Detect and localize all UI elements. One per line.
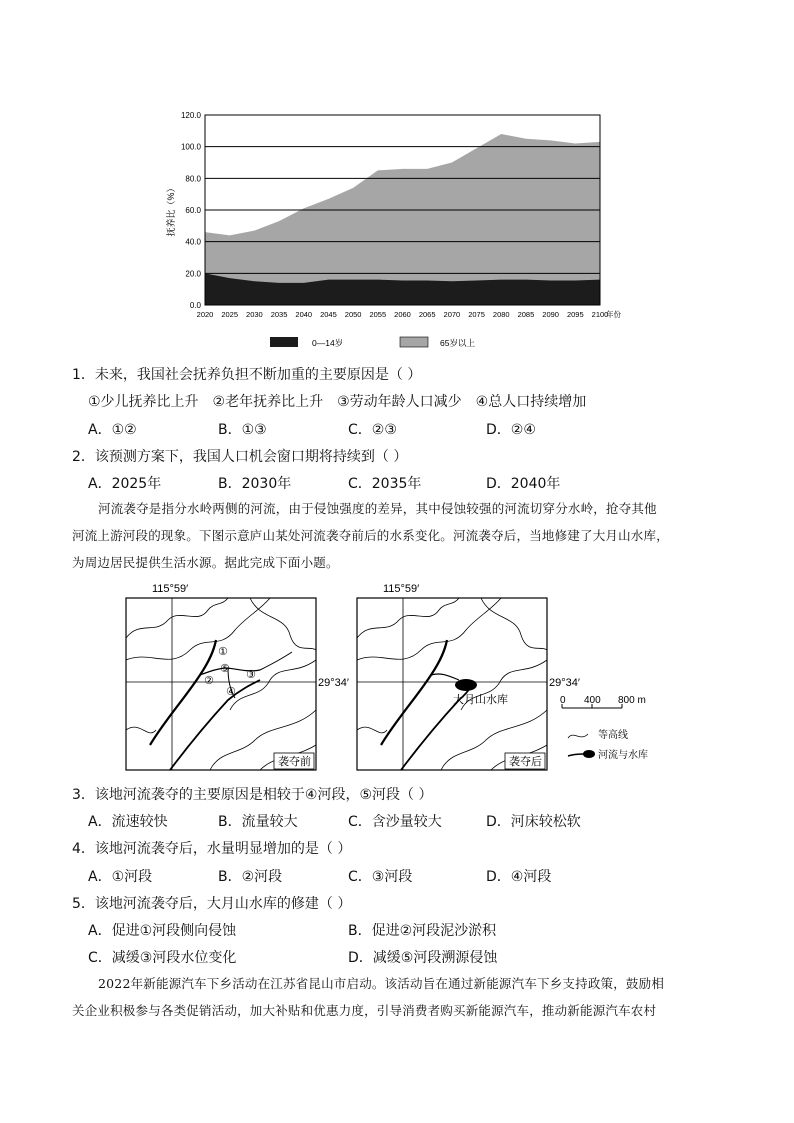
y-tick-label: 20.0 — [185, 269, 201, 279]
circle-label-5: ⑤ — [220, 663, 230, 675]
x-tick-label: 2070 — [443, 310, 461, 319]
passage-line: 河流上游河段的现象。下图示意庐山某处河流袭夺前后的水系变化。河流袭夺后，当地修建了大月山水库， — [72, 528, 669, 543]
x-tick-label: 2085 — [517, 310, 535, 319]
map-legend — [560, 695, 648, 761]
question-1-items: ①少儿抚养比上升 ②老年抚养比上升 ③劳动年龄人口减少 ④总人口持续增加 — [88, 394, 587, 410]
passage-line: 为周边居民提供生活水源。据此完成下面小题。 — [72, 555, 339, 570]
legend-label-0-14: 0—14岁 — [312, 338, 344, 348]
x-tick-label: 2030 — [246, 310, 263, 319]
lon-label-after: 115°59′ — [383, 583, 420, 595]
question-5-option-d[interactable]: D．减缓⑤河段溯源侵蚀 — [348, 950, 498, 966]
question-1-stem: 1．未来，我国社会抚养负担不断加重的主要原因是（ ） — [72, 367, 422, 383]
x-tick-label: 2065 — [418, 310, 436, 319]
passage-line: 2022年新能源汽车下乡活动在江苏省昆山市启动。该活动旨在通过新能源汽车下乡支持政策，鼓励相 — [98, 976, 665, 991]
y-tick-label: 60.0 — [185, 206, 201, 215]
y-axis-label: 抚养比（%） — [166, 183, 176, 237]
legend-contour: 等高线 — [598, 730, 628, 741]
after-label: 袭夺后 — [509, 756, 542, 768]
question-3-option-b[interactable]: B．流量较大 — [218, 814, 298, 830]
lon-label-before: 115°59′ — [152, 583, 189, 595]
nev-passage — [72, 970, 732, 1024]
x-tick-label: 2060 — [394, 310, 411, 319]
reservoir-label: 大月山水库 — [453, 694, 508, 706]
question-4-option-b[interactable]: B．②河段 — [218, 869, 283, 885]
passage-line: 河流袭夺是指分水岭两侧的河流，由于侵蚀强度的差异，其中侵蚀较强的河流切穿分水岭，抢夺其他 — [98, 501, 657, 516]
legend-river: 河流与水库 — [598, 750, 648, 761]
question-5-option-c[interactable]: C．减缓③河段水位变化 — [88, 950, 237, 966]
map-after — [357, 583, 580, 770]
question-2-option-c[interactable]: C．2035年 — [348, 476, 422, 492]
scale-0: 0 — [560, 695, 566, 706]
scale-400: 400 — [584, 695, 601, 706]
circle-label-4: ④ — [226, 686, 236, 698]
reservoir-shape — [455, 679, 477, 691]
circle-label-3: ③ — [246, 669, 256, 681]
question-5-stem: 5．该地河流袭夺后，大月山水库的修建（ ） — [72, 896, 352, 912]
question-2-option-d[interactable]: D．2040年 — [486, 476, 561, 492]
x-tick-label: 2090 — [542, 310, 559, 319]
x-axis-label: 年份 — [606, 310, 621, 319]
series-65plus-area — [205, 134, 600, 305]
question-4-option-c[interactable]: C．③河段 — [348, 869, 413, 885]
lat-label-after: 29°34′ — [549, 677, 580, 689]
question-1-option-d[interactable]: D．②④ — [486, 422, 536, 438]
passage-line: 关企业积极参与各类促销活动，加大补贴和优惠力度，引导消费者购买新能源汽车，推动新能源汽车农村 — [72, 1003, 657, 1018]
question-1-option-b[interactable]: B．①③ — [218, 422, 267, 438]
question-2-option-b[interactable]: B．2030年 — [218, 476, 292, 492]
question-3-stem: 3．该地河流袭夺的主要原因是相较于④河段，⑤河段（ ） — [72, 787, 433, 803]
question-1-option-c[interactable]: C．②③ — [348, 422, 397, 438]
question-4-option-d[interactable]: D．④河段 — [486, 869, 552, 885]
x-tick-label: 2080 — [492, 310, 510, 319]
question-5-option-b[interactable]: B．促进②河段泥沙淤积 — [348, 923, 497, 939]
legend-swatch-65plus — [400, 337, 428, 347]
x-tick-label: 2040 — [295, 310, 313, 319]
x-tick-label: 2095 — [566, 310, 584, 319]
x-tick-label: 2025 — [221, 310, 239, 319]
circle-label-1: ① — [218, 646, 228, 658]
x-tick-label: 2075 — [468, 310, 485, 319]
question-4-option-a[interactable]: A．①河段 — [88, 869, 153, 885]
question-3-option-c[interactable]: C．含沙量较大 — [348, 814, 442, 830]
y-tick-label: 80.0 — [185, 174, 201, 184]
question-5-option-a[interactable]: A．促进①河段侧向侵蚀 — [88, 923, 237, 939]
x-tick-label: 2055 — [369, 310, 387, 319]
question-3-option-a[interactable]: A．流速较快 — [88, 814, 168, 830]
x-tick-label: 2045 — [320, 310, 337, 319]
question-4-stem: 4．该地河流袭夺后，水量明显增加的是（ ） — [72, 841, 352, 857]
y-tick-label: 120.0 — [180, 111, 201, 120]
river-capture-map — [110, 580, 700, 775]
circle-label-2: ② — [204, 675, 214, 687]
y-tick-label: 40.0 — [185, 237, 201, 247]
question-1-option-a[interactable]: A．①② — [88, 422, 137, 438]
x-tick-label: 2020 — [196, 310, 214, 319]
scale-800: 800 m — [618, 695, 646, 706]
x-tick-label: 2035 — [270, 310, 288, 319]
y-tick-label: 0.0 — [189, 301, 201, 310]
x-tick-label: 2100 — [591, 310, 609, 319]
x-tick-label: 2050 — [344, 310, 362, 319]
question-2-option-a[interactable]: A．2025年 — [88, 476, 162, 492]
dependency-ratio-chart — [160, 105, 640, 355]
map-before — [126, 583, 349, 770]
river-capture-passage — [72, 495, 732, 576]
question-3-option-d[interactable]: D．河床较松软 — [486, 814, 581, 830]
question-2-stem: 2．该预测方案下，我国人口机会窗口期将持续到（ ） — [72, 449, 408, 465]
legend-swatch-0-14 — [270, 337, 298, 347]
legend-label-65plus: 65岁以上 — [440, 338, 475, 348]
y-tick-label: 100.0 — [180, 142, 201, 152]
before-label: 袭夺前 — [278, 756, 311, 768]
lat-label-before: 29°34′ — [318, 677, 349, 689]
